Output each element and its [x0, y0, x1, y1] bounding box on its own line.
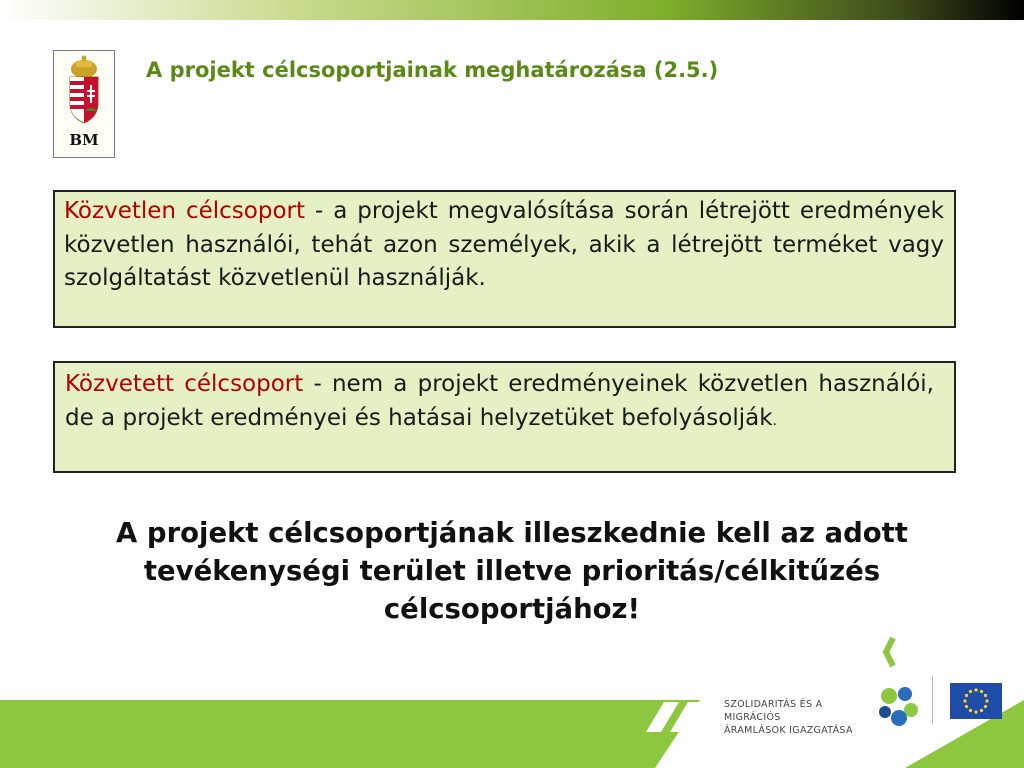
direct-target-group-term: Közvetlen célcsoport — [64, 198, 305, 224]
direct-target-group-definition: - a projekt megvalósítása során létrejött eredmények közvetlen használói, tehát azon személyek, akik a létrejött terméket vagy szolgáltatást közvetlenül használják. — [64, 198, 944, 291]
agency-name-line-1: SZOLIDARITÁS ÉS A MIGRÁCIÓS — [724, 699, 823, 723]
agency-name — [724, 698, 874, 737]
ministry-logo — [53, 50, 115, 158]
top-gradient-bar — [0, 0, 1024, 20]
footer-divider — [932, 676, 933, 724]
indirect-target-group-definition: - nem a projekt eredményeinek közvetlen használói, de a projekt eredményei és hatásai helyzetüket befolyásolják — [65, 371, 934, 431]
logo-text: BM — [69, 131, 99, 149]
indirect-target-group-box — [53, 361, 956, 473]
coat-of-arms-icon — [54, 51, 114, 131]
footer-green-band — [0, 700, 700, 768]
page-title: A projekt célcsoportjainak meghatározása (2.5.) — [146, 58, 719, 82]
key-statement: A projekt célcsoportjának illeszkednie kell az adott tevékenységi terület illetve prioritás/célkitűzés célcsoportjához! — [116, 517, 908, 625]
direct-target-group-box — [53, 190, 956, 328]
agency-logo-icon — [879, 687, 918, 726]
chevron-icon — [886, 638, 893, 666]
indirect-target-group-end: . — [772, 412, 777, 429]
indirect-target-group-term: Közvetett célcsoport — [65, 371, 304, 397]
agency-name-line-2: ÁRAMLÁSOK IGAZGATÁSA — [724, 725, 853, 736]
eu-flag-icon — [950, 683, 1002, 719]
